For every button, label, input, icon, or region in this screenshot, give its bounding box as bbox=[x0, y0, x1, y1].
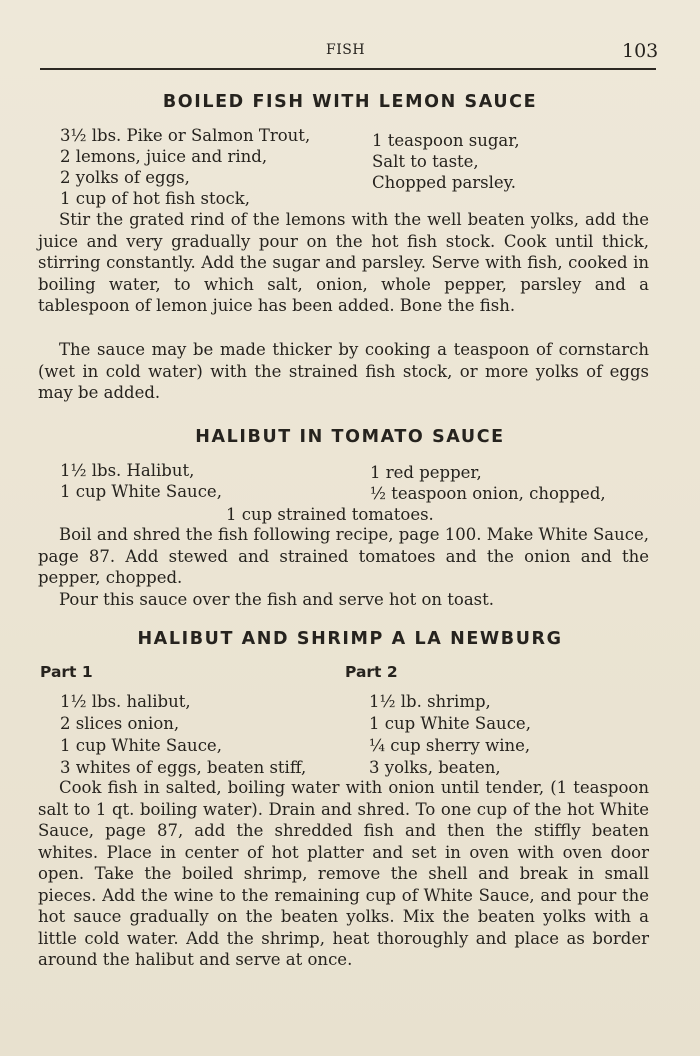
ingredient-line: 2 slices onion, bbox=[60, 714, 180, 733]
recipe-title-halibut-tomato: HALIBUT IN TOMATO SAUCE bbox=[195, 427, 505, 447]
ingredient-line: 1½ lbs. Halibut, bbox=[60, 461, 195, 480]
header-rule bbox=[40, 68, 656, 70]
running-head bbox=[0, 40, 700, 70]
instruction-paragraph: The sauce may be made thicker by cooking a teaspoon of cornstarch (wet in cold water) with the strained fish stock, or more yolks of eggs may be added. bbox=[38, 340, 649, 402]
instruction-paragraph: Cook fish in salted, boiling water with onion until tender, (1 teaspoon salt to 1 qt. boiling water). Drain and shred. To one cup of the hot White Sauce, page 87, add the shredded fish and then the stiffly beaten whites. Place in center of hot platter and set in oven with oven door open. Take the boiled shrimp, remove the shell and break in small pieces. Add the wine to the remaining cup of White Sauce, and pour the hot sauce gradually on the beaten yolks. Mix the beaten yolks with a little cold water. Add the shrimp, heat thoroughly and place as border around the halibut and serve at once. bbox=[38, 778, 649, 969]
ingredient-line: ½ teaspoon onion, chopped, bbox=[370, 484, 606, 503]
ingredient-line: 2 lemons, juice and rind, bbox=[60, 147, 268, 166]
page-number: 103 bbox=[622, 40, 659, 62]
ingredient-line: 1 cup White Sauce, bbox=[60, 482, 222, 501]
ingredient-line: Chopped parsley. bbox=[372, 173, 517, 192]
ingredient-line: 1 cup White Sauce, bbox=[60, 736, 222, 755]
instruction-paragraph: Boil and shred the fish following recipe, page 100. Make White Sauce, page 87. Add stewed and strained tomatoes and the onion and the pepper, chopped. bbox=[38, 525, 649, 587]
running-title: FISH bbox=[326, 42, 366, 58]
ingredient-line: 2 yolks of eggs, bbox=[60, 168, 190, 187]
recipe-title-halibut-shrimp: HALIBUT AND SHRIMP A LA NEWBURG bbox=[137, 629, 563, 649]
instruction-paragraph: Pour this sauce over the fish and serve hot on toast. bbox=[59, 590, 495, 609]
instruction-paragraph: Stir the grated rind of the lemons with the well beaten yolks, add the juice and very gradually pour on the hot fish stock. Cook until thick, stirring constantly. Add the sugar and parsley. Serve with fish, cooked in boiling water, to which salt, onion, whole pepper, parsley and a tablespoon of lemon juice has been added. Bone the fish. bbox=[38, 210, 649, 315]
ingredient-line: 3 whites of eggs, beaten stiff, bbox=[60, 758, 307, 777]
part-2-label: Part 2 bbox=[345, 663, 398, 681]
ingredient-line: 1 cup strained tomatoes. bbox=[226, 505, 434, 524]
ingredient-line: ¼ cup sherry wine, bbox=[369, 736, 531, 755]
ingredient-line: 1 red pepper, bbox=[370, 463, 482, 482]
ingredient-line: 3½ lbs. Pike or Salmon Trout, bbox=[60, 126, 311, 145]
ingredient-line: 3 yolks, beaten, bbox=[369, 758, 501, 777]
ingredient-line: Salt to taste, bbox=[372, 152, 479, 171]
recipe-title-boiled-fish: BOILED FISH WITH LEMON SAUCE bbox=[162, 92, 538, 112]
ingredient-line: 1½ lbs. halibut, bbox=[60, 692, 191, 711]
ingredient-line: 1 cup White Sauce, bbox=[369, 714, 531, 733]
ingredient-line: 1 cup of hot fish stock, bbox=[60, 189, 250, 208]
part-1-label: Part 1 bbox=[40, 663, 93, 681]
ingredient-line: 1½ lb. shrimp, bbox=[369, 692, 491, 711]
ingredient-line: 1 teaspoon sugar, bbox=[372, 131, 520, 150]
